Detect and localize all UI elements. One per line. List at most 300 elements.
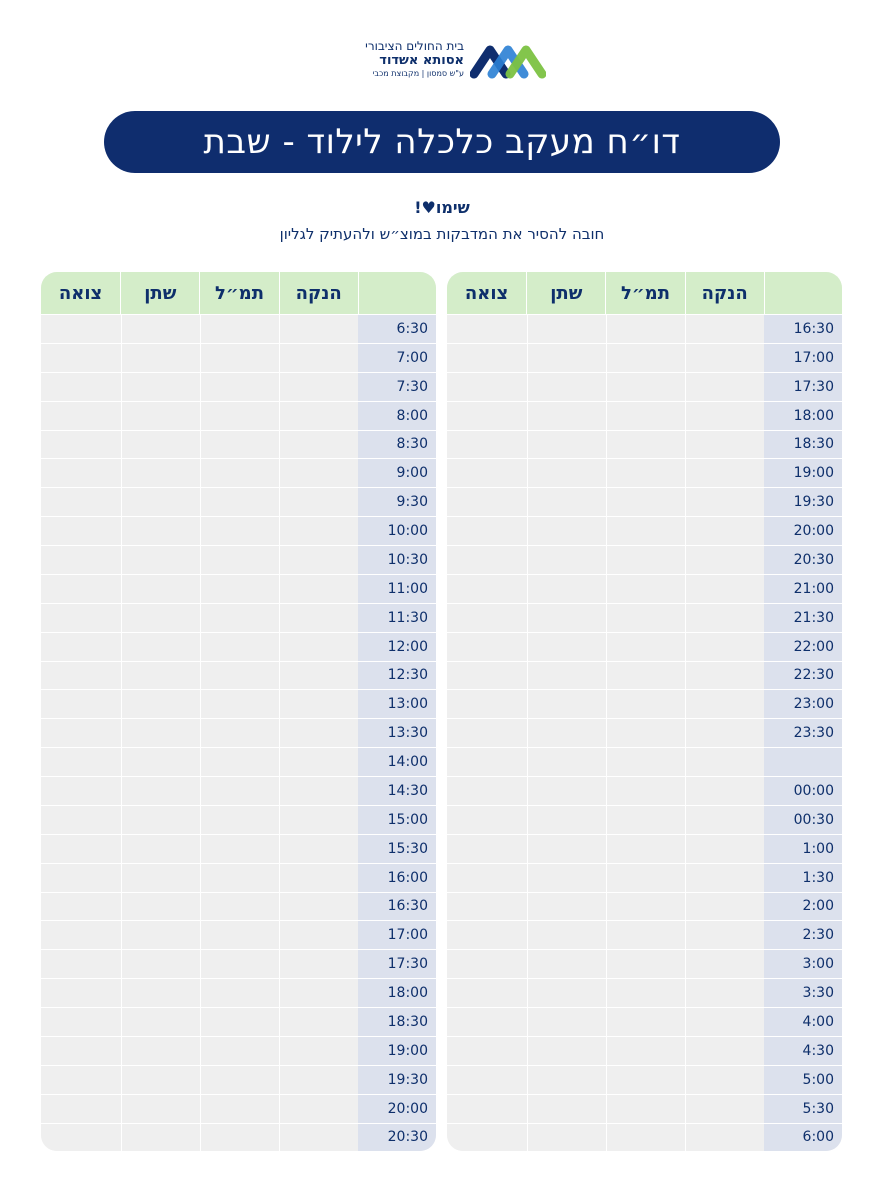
stool-cell[interactable] — [447, 893, 527, 921]
urine-cell[interactable] — [121, 1095, 200, 1123]
table-row — [41, 661, 436, 690]
table-row — [447, 661, 842, 690]
time-label: 19:00 — [793, 465, 834, 482]
stool-cell[interactable] — [41, 1037, 121, 1065]
time-label: 1:30 — [802, 869, 834, 886]
formula-cell[interactable] — [200, 835, 279, 863]
breastfeeding-cell[interactable] — [279, 488, 358, 516]
logo-line-1: בית החולים הציבורי — [365, 39, 464, 53]
formula-cell[interactable] — [606, 344, 685, 372]
formula-cell[interactable] — [606, 459, 685, 487]
stool-cell[interactable] — [447, 517, 527, 545]
formula-cell[interactable] — [606, 950, 685, 978]
urine-cell[interactable] — [527, 575, 606, 603]
breastfeeding-cell[interactable] — [279, 431, 358, 459]
time-label: 13:00 — [387, 696, 428, 713]
urine-cell[interactable] — [121, 1008, 200, 1036]
urine-cell[interactable] — [527, 1037, 606, 1065]
urine-cell[interactable] — [121, 575, 200, 603]
stool-cell[interactable] — [447, 575, 527, 603]
time-label: 1:00 — [802, 840, 834, 857]
breastfeeding-cell[interactable] — [685, 459, 764, 487]
stool-cell[interactable] — [447, 546, 527, 574]
formula-cell[interactable] — [200, 431, 279, 459]
breastfeeding-cell[interactable] — [685, 921, 764, 949]
time-label: 5:00 — [802, 1071, 834, 1088]
urine-cell[interactable] — [121, 604, 200, 632]
stool-cell[interactable] — [447, 1008, 527, 1036]
urine-cell[interactable] — [121, 1124, 200, 1152]
stool-cell[interactable] — [447, 488, 527, 516]
stool-cell[interactable] — [447, 1124, 527, 1152]
urine-cell[interactable] — [527, 893, 606, 921]
time-label: 23:00 — [793, 696, 834, 713]
formula-cell[interactable] — [200, 488, 279, 516]
stool-cell[interactable] — [41, 864, 121, 892]
formula-cell[interactable] — [200, 344, 279, 372]
breastfeeding-cell[interactable] — [279, 979, 358, 1007]
time-cell — [358, 921, 436, 949]
time-label: 18:00 — [793, 407, 834, 424]
breastfeeding-cell[interactable] — [685, 893, 764, 921]
time-cell — [764, 806, 842, 834]
formula-cell[interactable] — [200, 546, 279, 574]
urine-cell[interactable] — [121, 864, 200, 892]
urine-cell[interactable] — [121, 719, 200, 747]
formula-cell[interactable] — [200, 1066, 279, 1094]
formula-cell[interactable] — [606, 777, 685, 805]
formula-cell[interactable] — [200, 459, 279, 487]
breastfeeding-cell[interactable] — [685, 402, 764, 430]
table-row — [447, 920, 842, 949]
breastfeeding-cell[interactable] — [685, 315, 764, 343]
stool-cell[interactable] — [447, 431, 527, 459]
note-heading-text: שימו — [435, 198, 470, 217]
page-title: דו״ח מעקב כלכלה לילוד - שבת — [203, 122, 681, 162]
breastfeeding-cell[interactable] — [279, 748, 358, 776]
stool-cell[interactable] — [447, 950, 527, 978]
time-label: 10:00 — [387, 523, 428, 540]
time-label: 16:30 — [387, 898, 428, 915]
breastfeeding-cell[interactable] — [279, 517, 358, 545]
time-cell — [764, 979, 842, 1007]
stool-cell[interactable] — [41, 748, 121, 776]
note-heading — [0, 198, 884, 217]
breastfeeding-cell[interactable] — [685, 517, 764, 545]
formula-cell[interactable] — [200, 748, 279, 776]
urine-cell[interactable] — [527, 315, 606, 343]
urine-cell[interactable] — [121, 315, 200, 343]
breastfeeding-cell[interactable] — [279, 662, 358, 690]
time-cell — [358, 979, 436, 1007]
breastfeeding-cell[interactable] — [685, 806, 764, 834]
time-cell — [358, 893, 436, 921]
urine-cell[interactable] — [121, 777, 200, 805]
stool-cell[interactable] — [447, 402, 527, 430]
stool-cell[interactable] — [41, 662, 121, 690]
urine-cell[interactable] — [527, 517, 606, 545]
urine-cell[interactable] — [121, 979, 200, 1007]
urine-cell[interactable] — [527, 719, 606, 747]
time-label: 10:30 — [387, 551, 428, 568]
formula-cell[interactable] — [606, 748, 685, 776]
breastfeeding-cell[interactable] — [685, 662, 764, 690]
urine-cell[interactable] — [527, 546, 606, 574]
formula-cell[interactable] — [200, 575, 279, 603]
formula-cell[interactable] — [606, 1037, 685, 1065]
stool-cell[interactable] — [41, 546, 121, 574]
urine-cell[interactable] — [121, 690, 200, 718]
time-cell — [764, 719, 842, 747]
urine-cell[interactable] — [121, 459, 200, 487]
breastfeeding-cell[interactable] — [685, 373, 764, 401]
stool-cell[interactable] — [41, 402, 121, 430]
table-row — [447, 458, 842, 487]
time-label: 3:30 — [802, 985, 834, 1002]
table-row — [447, 516, 842, 545]
breastfeeding-cell[interactable] — [279, 1124, 358, 1152]
breastfeeding-cell[interactable] — [685, 546, 764, 574]
breastfeeding-cell[interactable] — [685, 633, 764, 661]
breastfeeding-cell[interactable] — [685, 488, 764, 516]
breastfeeding-cell[interactable] — [685, 575, 764, 603]
breastfeeding-cell[interactable] — [279, 893, 358, 921]
breastfeeding-cell[interactable] — [685, 1037, 764, 1065]
breastfeeding-cell[interactable] — [279, 921, 358, 949]
breastfeeding-cell[interactable] — [685, 950, 764, 978]
time-cell — [764, 604, 842, 632]
breastfeeding-cell[interactable] — [279, 690, 358, 718]
table-body — [41, 314, 436, 1151]
urine-cell[interactable] — [527, 1008, 606, 1036]
formula-cell[interactable] — [606, 633, 685, 661]
breastfeeding-cell[interactable] — [279, 950, 358, 978]
breastfeeding-cell[interactable] — [685, 1095, 764, 1123]
stool-cell[interactable] — [447, 690, 527, 718]
stool-cell[interactable] — [41, 517, 121, 545]
table-row — [41, 1123, 436, 1152]
urine-cell[interactable] — [527, 1095, 606, 1123]
title-banner — [104, 111, 780, 173]
feeding-table-left — [41, 272, 436, 1151]
table-row — [41, 603, 436, 632]
breastfeeding-cell[interactable] — [279, 315, 358, 343]
assuta-ashdod-logo-icon — [470, 40, 546, 82]
stool-cell[interactable] — [447, 662, 527, 690]
table-row — [41, 863, 436, 892]
table-row — [447, 776, 842, 805]
breastfeeding-cell[interactable] — [279, 1008, 358, 1036]
time-cell — [764, 344, 842, 372]
formula-cell[interactable] — [200, 864, 279, 892]
breastfeeding-cell[interactable] — [279, 777, 358, 805]
header-formula: תמ״ל — [605, 272, 684, 314]
urine-cell[interactable] — [527, 373, 606, 401]
formula-cell[interactable] — [606, 373, 685, 401]
formula-cell[interactable] — [606, 662, 685, 690]
stool-cell[interactable] — [41, 373, 121, 401]
time-cell — [764, 431, 842, 459]
formula-cell[interactable] — [200, 690, 279, 718]
stool-cell[interactable] — [447, 864, 527, 892]
stool-cell[interactable] — [447, 806, 527, 834]
urine-cell[interactable] — [527, 633, 606, 661]
breastfeeding-cell[interactable] — [685, 1008, 764, 1036]
breastfeeding-cell[interactable] — [685, 1066, 764, 1094]
time-label: 14:30 — [387, 782, 428, 799]
stool-cell[interactable] — [447, 921, 527, 949]
stool-cell[interactable] — [41, 633, 121, 661]
urine-cell[interactable] — [121, 488, 200, 516]
urine-cell[interactable] — [121, 806, 200, 834]
stool-cell[interactable] — [41, 777, 121, 805]
stool-cell[interactable] — [41, 431, 121, 459]
header-time — [358, 272, 436, 314]
stool-cell[interactable] — [447, 315, 527, 343]
urine-cell[interactable] — [527, 806, 606, 834]
table-row — [447, 689, 842, 718]
formula-cell[interactable] — [606, 488, 685, 516]
stool-cell[interactable] — [41, 719, 121, 747]
formula-cell[interactable] — [200, 950, 279, 978]
stool-cell[interactable] — [41, 344, 121, 372]
stool-cell[interactable] — [41, 806, 121, 834]
stool-cell[interactable] — [41, 893, 121, 921]
urine-cell[interactable] — [121, 344, 200, 372]
formula-cell[interactable] — [606, 806, 685, 834]
stool-cell[interactable] — [41, 950, 121, 978]
stool-cell[interactable] — [447, 719, 527, 747]
formula-cell[interactable] — [606, 402, 685, 430]
breastfeeding-cell[interactable] — [279, 1066, 358, 1094]
table-row — [447, 632, 842, 661]
formula-cell[interactable] — [606, 431, 685, 459]
urine-cell[interactable] — [527, 488, 606, 516]
formula-cell[interactable] — [606, 864, 685, 892]
urine-cell[interactable] — [121, 633, 200, 661]
formula-cell[interactable] — [606, 1066, 685, 1094]
urine-cell[interactable] — [121, 402, 200, 430]
urine-cell[interactable] — [527, 459, 606, 487]
urine-cell[interactable] — [121, 1066, 200, 1094]
formula-cell[interactable] — [606, 719, 685, 747]
formula-cell[interactable] — [200, 402, 279, 430]
breastfeeding-cell[interactable] — [279, 1095, 358, 1123]
breastfeeding-cell[interactable] — [685, 979, 764, 1007]
formula-cell[interactable] — [200, 777, 279, 805]
breastfeeding-cell[interactable] — [279, 344, 358, 372]
urine-cell[interactable] — [527, 748, 606, 776]
urine-cell[interactable] — [527, 864, 606, 892]
formula-cell[interactable] — [200, 979, 279, 1007]
urine-cell[interactable] — [527, 344, 606, 372]
urine-cell[interactable] — [527, 402, 606, 430]
breastfeeding-cell[interactable] — [279, 719, 358, 747]
formula-cell[interactable] — [200, 1095, 279, 1123]
table-row — [447, 1065, 842, 1094]
breastfeeding-cell[interactable] — [279, 546, 358, 574]
table-header — [447, 272, 842, 314]
stool-cell[interactable] — [447, 835, 527, 863]
stool-cell[interactable] — [447, 604, 527, 632]
breastfeeding-cell[interactable] — [279, 575, 358, 603]
formula-cell[interactable] — [200, 662, 279, 690]
urine-cell[interactable] — [527, 921, 606, 949]
stool-cell[interactable] — [41, 459, 121, 487]
urine-cell[interactable] — [527, 950, 606, 978]
stool-cell[interactable] — [447, 748, 527, 776]
time-cell — [358, 748, 436, 776]
urine-cell[interactable] — [121, 546, 200, 574]
table-row — [41, 892, 436, 921]
formula-cell[interactable] — [200, 604, 279, 632]
urine-cell[interactable] — [527, 835, 606, 863]
stool-cell[interactable] — [447, 1037, 527, 1065]
stool-cell[interactable] — [41, 604, 121, 632]
time-cell — [764, 1095, 842, 1123]
stool-cell[interactable] — [447, 373, 527, 401]
stool-cell[interactable] — [41, 835, 121, 863]
formula-cell[interactable] — [606, 835, 685, 863]
formula-cell[interactable] — [200, 517, 279, 545]
time-label: 6:30 — [396, 320, 428, 337]
urine-cell[interactable] — [527, 777, 606, 805]
formula-cell[interactable] — [606, 921, 685, 949]
urine-cell[interactable] — [121, 748, 200, 776]
breastfeeding-cell[interactable] — [685, 344, 764, 372]
stool-cell[interactable] — [447, 633, 527, 661]
breastfeeding-cell[interactable] — [279, 1037, 358, 1065]
table-row — [447, 430, 842, 459]
formula-cell[interactable] — [200, 315, 279, 343]
formula-cell[interactable] — [200, 893, 279, 921]
breastfeeding-cell[interactable] — [685, 835, 764, 863]
breastfeeding-cell[interactable] — [685, 864, 764, 892]
urine-cell[interactable] — [121, 1037, 200, 1065]
urine-cell[interactable] — [527, 431, 606, 459]
time-cell — [764, 777, 842, 805]
stool-cell[interactable] — [447, 1095, 527, 1123]
stool-cell[interactable] — [41, 1095, 121, 1123]
stool-cell[interactable] — [41, 1124, 121, 1152]
time-label: 19:30 — [793, 494, 834, 511]
formula-cell[interactable] — [200, 921, 279, 949]
urine-cell[interactable] — [527, 979, 606, 1007]
time-label: 15:30 — [387, 840, 428, 857]
time-cell — [358, 373, 436, 401]
formula-cell[interactable] — [200, 633, 279, 661]
stool-cell[interactable] — [447, 777, 527, 805]
breastfeeding-cell[interactable] — [685, 1124, 764, 1152]
formula-cell[interactable] — [200, 1008, 279, 1036]
formula-cell[interactable] — [606, 517, 685, 545]
breastfeeding-cell[interactable] — [279, 835, 358, 863]
formula-cell[interactable] — [606, 690, 685, 718]
urine-cell[interactable] — [121, 950, 200, 978]
time-cell — [358, 575, 436, 603]
stool-cell[interactable] — [447, 979, 527, 1007]
formula-cell[interactable] — [606, 1124, 685, 1152]
urine-cell[interactable] — [121, 431, 200, 459]
time-cell — [358, 950, 436, 978]
urine-cell[interactable] — [527, 1124, 606, 1152]
formula-cell[interactable] — [200, 373, 279, 401]
time-cell — [358, 315, 436, 343]
breastfeeding-cell[interactable] — [279, 604, 358, 632]
stool-cell[interactable] — [41, 575, 121, 603]
formula-cell[interactable] — [606, 546, 685, 574]
formula-cell[interactable] — [606, 315, 685, 343]
urine-cell[interactable] — [121, 835, 200, 863]
formula-cell[interactable] — [200, 806, 279, 834]
stool-cell[interactable] — [41, 690, 121, 718]
time-cell — [358, 662, 436, 690]
breastfeeding-cell[interactable] — [279, 402, 358, 430]
time-label: 12:30 — [387, 667, 428, 684]
formula-cell[interactable] — [606, 979, 685, 1007]
stool-cell[interactable] — [447, 1066, 527, 1094]
breastfeeding-cell[interactable] — [279, 806, 358, 834]
urine-cell[interactable] — [121, 893, 200, 921]
formula-cell[interactable] — [606, 604, 685, 632]
formula-cell[interactable] — [200, 719, 279, 747]
urine-cell[interactable] — [527, 690, 606, 718]
time-cell — [764, 748, 842, 776]
breastfeeding-cell[interactable] — [685, 431, 764, 459]
urine-cell[interactable] — [527, 604, 606, 632]
stool-cell[interactable] — [447, 344, 527, 372]
breastfeeding-cell[interactable] — [279, 633, 358, 661]
time-label: 11:30 — [387, 609, 428, 626]
breastfeeding-cell[interactable] — [685, 719, 764, 747]
urine-cell[interactable] — [121, 373, 200, 401]
time-label: 6:00 — [802, 1129, 834, 1146]
breastfeeding-cell[interactable] — [685, 604, 764, 632]
formula-cell[interactable] — [200, 1124, 279, 1152]
breastfeeding-cell[interactable] — [279, 864, 358, 892]
breastfeeding-cell[interactable] — [685, 748, 764, 776]
stool-cell[interactable] — [41, 315, 121, 343]
urine-cell[interactable] — [121, 517, 200, 545]
urine-cell[interactable] — [121, 921, 200, 949]
breastfeeding-cell[interactable] — [685, 777, 764, 805]
urine-cell[interactable] — [527, 662, 606, 690]
breastfeeding-cell[interactable] — [685, 690, 764, 718]
stool-cell[interactable] — [41, 1008, 121, 1036]
stool-cell[interactable] — [41, 921, 121, 949]
breastfeeding-cell[interactable] — [279, 459, 358, 487]
formula-cell[interactable] — [200, 1037, 279, 1065]
formula-cell[interactable] — [606, 1095, 685, 1123]
stool-cell[interactable] — [41, 1066, 121, 1094]
table-row — [41, 516, 436, 545]
table-row — [447, 805, 842, 834]
formula-cell[interactable] — [606, 893, 685, 921]
time-cell — [764, 662, 842, 690]
urine-cell[interactable] — [121, 662, 200, 690]
time-cell — [358, 806, 436, 834]
stool-cell[interactable] — [41, 979, 121, 1007]
stool-cell[interactable] — [41, 488, 121, 516]
urine-cell[interactable] — [527, 1066, 606, 1094]
breastfeeding-cell[interactable] — [279, 373, 358, 401]
header-breastfeeding: הנקה — [279, 272, 358, 314]
stool-cell[interactable] — [447, 459, 527, 487]
formula-cell[interactable] — [606, 1008, 685, 1036]
time-label: 4:00 — [802, 1013, 834, 1030]
time-label: 20:00 — [387, 1100, 428, 1117]
formula-cell[interactable] — [606, 575, 685, 603]
